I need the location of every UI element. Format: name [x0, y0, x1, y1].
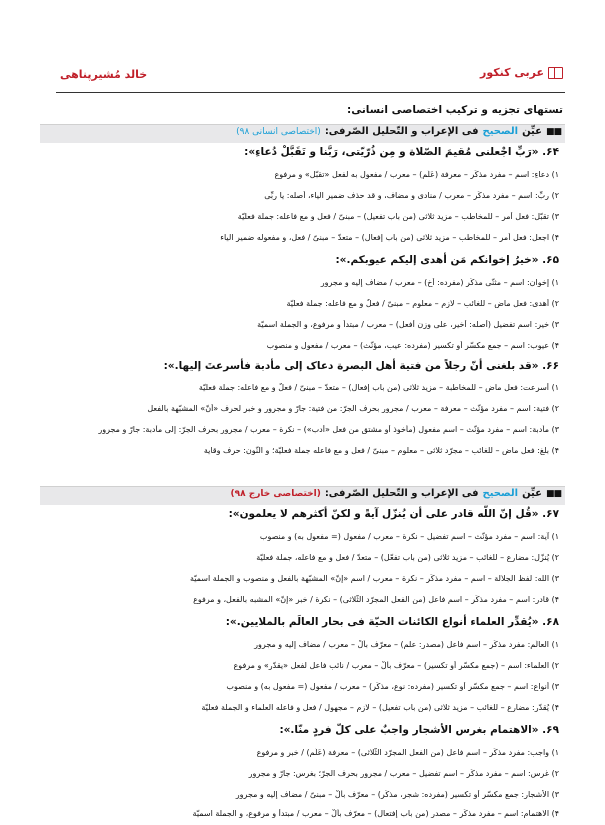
- square-bullet-icon: ■■: [545, 488, 561, 499]
- section-heading-1: ■■ عیِّن الصحیح فی الإعراب و التّحلیل الصّرفی: (اختصاصی انسانی ۹۸): [236, 126, 561, 137]
- exam-tag: (اختصاصی انسانی ۹۸): [236, 126, 321, 137]
- book-title: [480, 66, 563, 79]
- option: ۲) ربِّ: اسم – مفرد مذکّر – معرب / منادی و مضاف، و قد حذف ضمیر الیاء، أصله: یا ربِّی: [264, 191, 559, 200]
- question-68: ۶۸. «یُقدِّر العلماء أنواع الکائنات الحیّة فی بحار العالَم بالملایین.»:: [225, 616, 559, 628]
- header-divider: [56, 92, 565, 93]
- option: ۴) قادر: اسم – مفرد مذکّر – اسم فاعل (من الفعل المجرّد الثّلاثی) – نکرة / خبر «إنّ» المشبه بالفعل، و مرفوع: [193, 595, 559, 604]
- option: ۳) تقبّل: فعل أمر – للمخاطب – مزید ثلاثی (من باب تفعیل) – مبنیّ / فعل و مع فاعله: جملة فعلیّة: [237, 212, 559, 221]
- option: ۲) العلماء: اسم – (جمع مکسّر أو تکسیر) – معرّف بألْ – معرب / نائب فاعل لفعل «یقدّر» و مرفوع: [233, 661, 559, 670]
- book-title-text: عربی کنکور: [480, 66, 544, 79]
- square-bullet-icon: ■■: [545, 126, 561, 137]
- option: ۱) إخوان: اسم – مثنّی مذکّر (مفرده: أخ) – معرب / مضاف إلیه و مجرور: [320, 278, 559, 287]
- option: ۳) مأدبة: اسم – مفرد مؤنّث – اسم مفعول (مأخوذ أو مشتق من فعل «أدب») – نکرة – معرب / مجرور بحرف الجرّ: إلی مأدبة: جارّ و مجرور: [98, 425, 559, 434]
- option: ۲) یُنزّل: مضارع – للغائب – مزید ثلاثی (من باب تفعّل) – متعدّ / فعل و مع فاعله، جملة فعلیّة: [256, 553, 559, 562]
- option: ۱) أسرعت: فعل ماضٍ – للمخاطبة – مزید ثلاثی (من باب إفعال) – متعدّ – مبنیّ / فعلٌ و مع فاعله: جملة فعلیّة: [198, 383, 559, 392]
- option: ۳) اللّه: لفظ الجلالة – اسم – مفرد مذکّر – نکرة – معرب / اسم «إنّ» المشبّهة بالفعل و منصوب و الجملة اسمیّة: [189, 574, 559, 583]
- option: ۱) آیة: اسم – مفرد مؤنّث – اسم تفضیل – نکرة – معرب / مفعول (= مفعول به) و منصوب: [259, 532, 559, 541]
- question-66: ۶۶. «قد بلغنی أنّ رجلاً من فتیة أهل البصرة دعاک إلی مأدبة فأسرعتَ إلیها.»:: [163, 360, 559, 372]
- option: ۳) الأشجار: جمع مکسّر أو تکسیر (مفرده: شجر، مذکّر) – معرّف بألْ – مبنیّ / مضاف إلیه و مجرور: [235, 790, 559, 799]
- option: ۴) عیوب: اسم – جمع مکسّر أو تکسیر (مفرده: عیب، مؤنّث) – معرب / مفعول و منصوب: [266, 341, 559, 350]
- option: ۲) غرس: اسم – مفرد مذکّر – اسم تفضیل – معرب / مجرور بحرف الجرّ؛ بغرس: جارّ و مجرور: [248, 769, 559, 778]
- section-title: تستهای تجزیه و ترکیب اختصاصی انسانی:: [347, 104, 563, 116]
- option: ۳) خیر: اسم تفضیل (أصله: أخیر، علی وزن أفعل) – معرب / مبتدأ و مرفوع، و الجملة اسمیّة: [257, 320, 559, 329]
- option: ۲) أهدی: فعل ماضٍ – للغائب – لازم – معلوم – مبنیّ / فعلٌ و مع فاعله: جملة فعلیّة: [286, 299, 559, 308]
- option: ۴) بلغ: فعل ماضٍ – للغائب – مجرّد ثلاثی – معلوم – مبنیّ / فعل و مع فاعله جملة فعلیّة؛ و النّون: حرف وقایة: [203, 446, 559, 455]
- option: ۴) اجعل: فعل أمر – للمخاطب – مزید ثلاثی (من باب إفعال) – متعدّ – مبنیّ / فعل، و مفعوله ضمیر الیاء: [220, 233, 559, 242]
- exam-tag: (اختصاصی خارج ۹۸): [230, 488, 321, 499]
- option: ۴) یُقدّر: مضارع – للغائب – مزید ثلاثی (من باب تفعیل) – لازم – مجهول / فعل و فاعله العلماء و الجملة فعلیّة: [201, 703, 559, 712]
- option: ۲) فتیة: اسم – مفرد مؤنّث – معرفة – معرب / مجرور بحرف الجرّ: من فتیة: جارّ و مجرور و خبر لحرف «أنّ» المشبّهة بالفعل: [147, 404, 559, 413]
- section-heading-2: ■■ عیِّن الصحیح فی الإعراب و التّحلیل الصّرفی: (اختصاصی خارج ۹۸): [230, 488, 561, 499]
- question-64: ۶۴. «رَبِّ اجْعلنی مُقیمَ الصّلاة و مِن ذُرّیّتی، رَبَّنا و تَقَبَّلْ دُعاءِ»:: [244, 146, 559, 158]
- option: ۱) العالَم: مفرد مذکّر – اسم فاعل (مصدر: علم) – معرّف بألْ – معرب / مضاف إلیه و مجرور: [254, 640, 559, 649]
- option: ۴) الاهتمام: اسم – مفرد مذکّر – مصدر (من باب إفتعال) – معرّف بألْ – معرب / مبتدأ و مرفوع، و الجملة اسمیّة: [192, 809, 559, 818]
- question-67: ۶۷. «قُل إنّ اللّه قادر علی أن یُنزّل آیةً و لکنّ أکثرهم لا یعلمون»:: [228, 508, 559, 520]
- question-69: ۶۹. «الاهتمام بغرس الأشجار واجبٌ علی کلّ فردٍ منّا.»:: [279, 724, 559, 736]
- question-65: ۶۵. «خیرُ إخوانکم مَن أهدی إلیکم عیوبکم.»:: [335, 254, 559, 266]
- author-name: خالد مُشیرپناهی: [60, 68, 148, 81]
- option: ۱) دعاءِ: اسم – مفرد مذکّر – معرفة (عَلَم) – معرب / مفعول به لفعل «تقبّل» و مرفوع: [274, 170, 559, 179]
- option: ۱) واجب: مفرد مذکّر – اسم فاعل (من الفعل المجرّد الثّلاثی) – معرفة (عَلَم) / خبر و مرفوع: [256, 748, 559, 757]
- option: ۳) أنواع: اسم – جمع مکسّر أو تکسیر (مفرده: نوع، مذکّر) – معرب / مفعول (= مفعول به) و منصوب: [226, 682, 559, 691]
- book-icon: [548, 67, 563, 79]
